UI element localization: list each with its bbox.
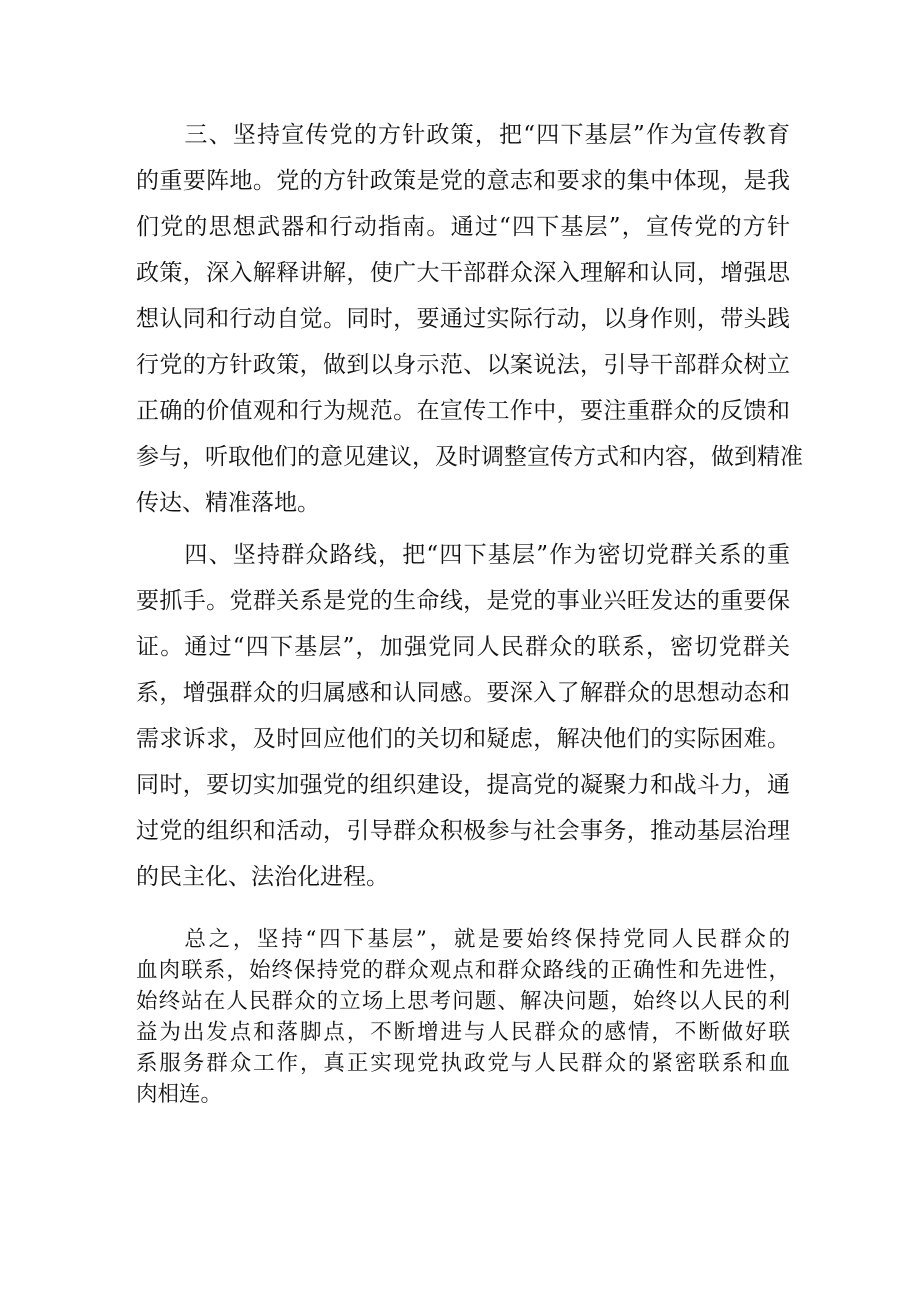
paragraph-four xyxy=(136,532,790,900)
text-line: 传达、精准落地。 xyxy=(136,490,320,516)
document-body xyxy=(136,112,803,1110)
text-line: 系，增强群众的归属感和认同感。要深入了解群众的思想动态和 xyxy=(136,680,790,706)
text-line: 参与，听取他们的意见建议，及时调整宣传方式和内容，做到精准 xyxy=(136,444,803,470)
text-line: 过党的组织和活动，引导群众积极参与社会事务，推动基层治理 xyxy=(136,818,790,844)
text-line: 政策，深入解释讲解，使广大干部群众深入理解和认同，增强思 xyxy=(136,260,790,286)
text-line: 益为出发点和落脚点，不断增进与人民群众的感情，不断做好联 xyxy=(136,1020,790,1045)
text-line: 的重要阵地。党的方针政策是党的意志和要求的集中体现，是我 xyxy=(136,168,790,194)
text-line: 四、坚持群众路线，把“四下基层”作为密切党群关系的重 xyxy=(136,542,790,568)
text-line: 的民主化、法治化进程。 xyxy=(136,864,389,890)
text-line: 系服务群众工作，真正实现党执政党与人民群众的紧密联系和血 xyxy=(136,1051,790,1076)
text-line: 始终站在人民群众的立场上思考问题、解决问题，始终以人民的利 xyxy=(136,989,790,1014)
text-line: 证。通过“四下基层”，加强党同人民群众的联系，密切党群关 xyxy=(136,634,790,660)
text-line: 三、坚持宣传党的方针政策，把“四下基层”作为宣传教育 xyxy=(136,122,790,148)
text-line: 需求诉求，及时回应他们的关切和疑虑，解决他们的实际困难。 xyxy=(136,726,790,752)
text-line: 行党的方针政策，做到以身示范、以案说法，引导干部群众树立 xyxy=(136,352,790,378)
text-line: 想认同和行动自觉。同时，要通过实际行动，以身作则，带头践 xyxy=(136,306,790,332)
text-line: 同时，要切实加强党的组织建设，提高党的凝聚力和战斗力，通 xyxy=(136,772,790,798)
text-line: 总之，坚持“四下基层”，就是要始终保持党同人民群众的 xyxy=(136,927,790,952)
text-line: 正确的价值观和行为规范。在宣传工作中，要注重群众的反馈和 xyxy=(136,398,790,424)
paragraph-conclusion xyxy=(136,924,790,1110)
text-line: 们党的思想武器和行动指南。通过“四下基层”，宣传党的方针 xyxy=(136,214,790,240)
text-line: 肉相连。 xyxy=(136,1082,223,1107)
text-line: 要抓手。党群关系是党的生命线，是党的事业兴旺发达的重要保 xyxy=(136,588,790,614)
paragraph-three xyxy=(136,112,803,526)
text-line: 血肉联系，始终保持党的群众观点和群众路线的正确性和先进性， xyxy=(136,958,790,983)
